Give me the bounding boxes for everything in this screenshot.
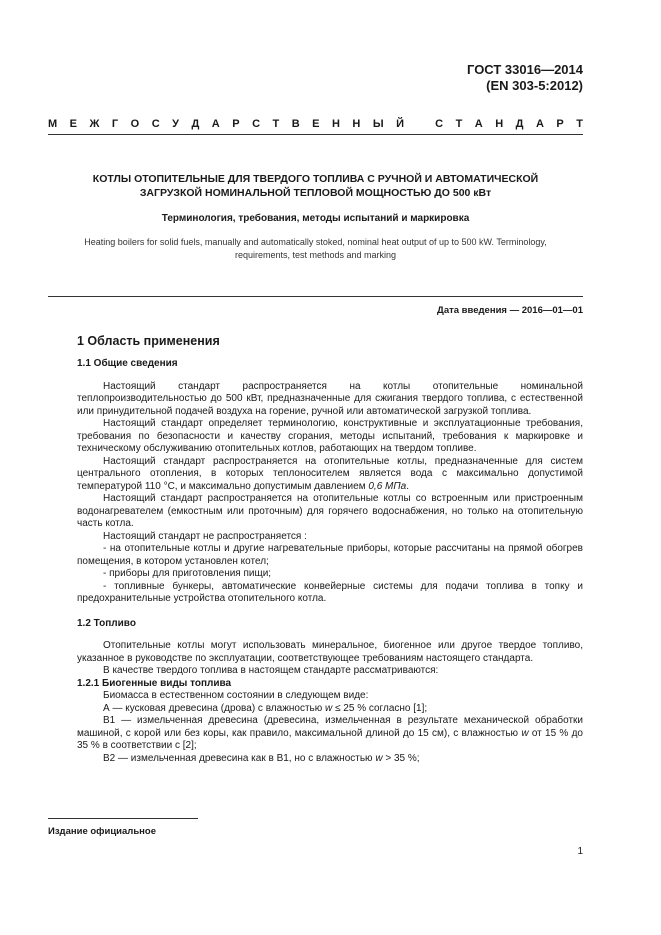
subsection-1-1-title: 1.1 Общие сведения: [77, 358, 178, 369]
fuel-type-b1: [77, 715, 583, 753]
paragraph-text: > 35 %;: [382, 752, 420, 764]
banner-letter: А: [211, 118, 220, 130]
banner-letter: О: [130, 118, 140, 130]
paragraph-text: В2 — измельченная древесина как в В1, но с влажностью: [103, 752, 376, 764]
banner-letter: А: [474, 118, 483, 130]
banner-letter: С: [435, 118, 444, 130]
paragraph: В качестве твердого топлива в настоящем стандарте рассматриваются:: [103, 665, 439, 676]
title-rule: [48, 296, 583, 297]
banner-letter: Н: [495, 118, 504, 130]
banner-letter: Е: [312, 118, 320, 130]
standard-identifier: [467, 62, 583, 94]
banner-letter: Е: [69, 118, 77, 130]
banner-letter: Т: [455, 118, 463, 130]
paragraph: [77, 456, 583, 494]
paragraph: Настоящий стандарт определяет терминологию, конструктивные и эксплуатационные требования, требования по безопасности и качеству сгорания, методы испытаний, требования к маркировке и техническому обслуживанию отопительных котлов, работающих на твердом топливе.: [77, 418, 583, 454]
banner-letter: Ж: [89, 118, 100, 130]
banner-letter: М: [48, 118, 58, 130]
banner-letter: Н: [331, 118, 340, 130]
introduction-date: Дата введения — 2016—01—01: [437, 305, 583, 316]
banner-letter: Т: [576, 118, 583, 130]
list-item: - на отопительные котлы и другие нагревательные приборы, которые рассчитаны на прямой обогрев помещения, в котором установлен котел;: [77, 543, 583, 567]
paragraph-text: Настоящий стандарт распространяется на котлы отопительные номинальной теплопроизводительностью до 500 кВт, предназначенные для сжигания твердого топлива, с естественной или принудительной подачей воздуха на горение, ручной или автоматической загрузкой топлива.: [77, 380, 583, 417]
paragraph-text: А — кусковая древесина (дрова) с влажностью: [103, 702, 326, 714]
list-item: - топливные бункеры, автоматические конвейерные системы для подачи топлива в топку и предохранительные устройства отопительного котла.: [77, 580, 583, 604]
subsection-1-2-title: 1.2 Топливо: [77, 617, 136, 629]
banner-letter: Т: [272, 118, 280, 130]
document-subtitle: Терминология, требования, методы испытаний и маркировка: [161, 213, 470, 224]
section-1-body: [77, 358, 583, 765]
official-edition-label: Издание официальное: [48, 826, 156, 837]
paragraph: Настоящий стандарт не распространяется :: [103, 530, 307, 542]
paragraph: Настоящий стандарт распространяется на отопительные котлы со встроенным или пристроенным водонагревателем (емкостным или проточным) для горячего водоснабжения, но только на отопительную часть котла.: [77, 493, 583, 529]
banner-letter: [417, 118, 423, 130]
paragraph-text: Настоящий стандарт распространяется на отопительные котлы, предназначенные для систем центрального отопления, в которых теплоносителем является вода с максимально допустимой температурой 110 °С, и максимально допустимым давлением: [77, 455, 583, 492]
document-title: [48, 172, 583, 200]
banner-letter: Р: [556, 118, 564, 130]
paragraph-text: ≤ 25 % согласно [1];: [332, 702, 428, 714]
paragraph: Отопительные котлы могут использовать минеральное, биогенное или другое твердое топливо, указанное в руководстве по эксплуатации, соответствующее требованиям настоящего стандарта.: [77, 640, 583, 664]
banner-letter: У: [172, 118, 179, 130]
banner-letter: С: [252, 118, 261, 130]
pressure-value: 0,6 МПа: [368, 480, 407, 492]
title-line-2: ЗАГРУЗКОЙ НОМИНАЛЬНОЙ ТЕПЛОВОЙ МОЩНОСТЬЮ ДО 500 кВт: [139, 187, 492, 199]
subsection-1-2-1-title: 1.2.1 Биогенные виды топлива: [77, 677, 232, 689]
banner-letter: В: [291, 118, 300, 130]
paragraph-text: В1 — измельченная древесина (древесина, измельченная в результате механической обработки машиной, с корой или без коры, как правило, максимальной длиной до 15 см), с влажностью: [77, 715, 583, 739]
paragraph-text: .: [406, 480, 409, 492]
moisture-symbol: w: [375, 752, 383, 764]
page-number: 1: [577, 846, 583, 857]
header-rule: [48, 134, 583, 135]
footer-rule: [48, 818, 198, 819]
banner-letter: Й: [396, 118, 405, 130]
moisture-symbol: w: [325, 702, 333, 714]
interstate-standard-banner: [48, 118, 583, 130]
paragraph: [77, 381, 583, 419]
banner-letter: А: [535, 118, 544, 130]
fuel-type-a: [77, 703, 583, 716]
section-1-title: 1 Область применения: [77, 334, 220, 348]
list-item: - приборы для приготовления пищи;: [103, 568, 272, 579]
banner-letter: Г: [111, 118, 119, 130]
paragraph: Биомасса в естественном состоянии в следующем виде:: [103, 690, 369, 701]
paragraph-text: от 15 % до 35 % в соответствии с [2];: [77, 727, 583, 751]
banner-letter: Р: [232, 118, 240, 130]
title-line-1: КОТЛЫ ОТОПИТЕЛЬНЫЕ ДЛЯ ТВЕРДОГО ТОПЛИВА С РУЧНОЙ И АВТОМАТИЧЕСКОЙ: [92, 173, 539, 185]
banner-letter: Д: [515, 118, 524, 130]
banner-letter: Д: [191, 118, 200, 130]
banner-letter: С: [151, 118, 160, 130]
en-standard-number: (EN 303-5:2012): [486, 78, 583, 93]
english-title-line-2: requirements, test methods and marking: [234, 249, 397, 260]
english-title: [48, 236, 583, 261]
fuel-type-b2: [77, 753, 583, 766]
banner-letter: Н: [352, 118, 361, 130]
english-title-line-1: Heating boilers for solid fuels, manually and automatically stoked, nominal heat output of up to 500 kW. Terminology,: [84, 237, 547, 247]
moisture-symbol: w: [521, 727, 529, 739]
banner-letter: Ы: [372, 118, 384, 130]
standard-number: ГОСТ 33016—2014: [467, 62, 583, 77]
